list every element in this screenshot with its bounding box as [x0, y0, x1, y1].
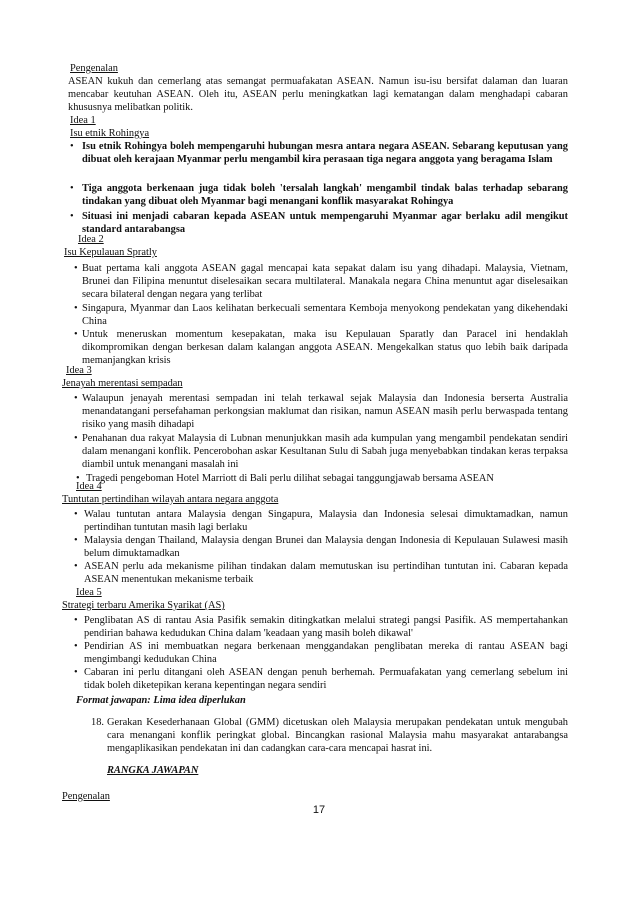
idea-2-label: Idea 2 — [78, 234, 104, 245]
page-number: 17 — [312, 804, 326, 816]
question-text: Gerakan Kesederhanaan Global (GMM) dicetuskan oleh Malaysia merupakan pendekatan untuk mengubah cara menangani konflik peringkat global. Bincangkan rasional Malaysia mahu masyarakat antarabangsa mengaplikasikan pendekatan ini dan cadangkan cara-cara mencapai hasrat ini. — [107, 717, 568, 754]
idea-5-point-1: Penglibatan AS di rantau Asia Pasifik semakin ditingkatkan melalui strategi pangsi Pasifik. AS mempertahankan pendirian bahawa kedudukan China dalam 'keadaan yang masih boleh dikawal' — [84, 615, 568, 639]
bullet-icon: • — [70, 183, 74, 194]
rangka-jawapan-heading: RANGKA JAWAPAN — [107, 765, 199, 776]
bullet-icon: • — [74, 535, 78, 546]
idea-5-point-3: Cabaran ini perlu ditangani oleh ASEAN dengan penuh berhemah. Permuafakatan yang cemerlang sebelum ini tidak boleh diketepikan kerana kepentingan negara sendiri — [84, 667, 568, 691]
pengenalan-bottom-heading: Pengenalan — [62, 791, 110, 802]
idea-2-point-2: Singapura, Myanmar dan Laos kelihatan berkecuali sementara Kemboja menyokong pendekatan yang dikehendaki China — [82, 303, 568, 327]
bullet-icon: • — [74, 561, 78, 572]
idea-1-point-3: Situasi ini menjadi cabaran kepada ASEAN untuk mempengaruhi Myanmar agar berlaku adil mengikut standard antarabangsa — [82, 211, 568, 235]
bullet-icon: • — [74, 667, 78, 678]
question-number: 18. — [91, 717, 104, 728]
idea-3-point-3: Tragedi pengeboman Hotel Marriott di Bali perlu dilihat sebagai tanggungjawab bersama ASEAN — [86, 473, 494, 484]
idea-2-point-1: Buat pertama kali anggota ASEAN gagal mencapai kata sepakat dalam isu yang dihadapi. Malaysia, Vietnam, Brunei dan Filipina menuntut diselesaikan secara multilateral. Manakala negara China menuntut agar diselesaikan secara bilateral dengan negara yang terlibat — [82, 263, 568, 300]
idea-4-title: Tuntutan pertindihan wilayah antara negara anggota — [62, 494, 279, 505]
idea-3-label: Idea 3 — [66, 365, 92, 376]
idea-3-point-1: Walaupun jenayah merentasi sempadan ini telah terkawal sejak Malaysia dan Indonesia berserta Australia menandatangani persefahaman perkongsian maklumat dan risikan, namun ASEAN masih perlu berwaspada tentang risiko yang masih dihadapi — [82, 393, 568, 430]
bullet-icon: • — [74, 641, 78, 652]
idea-2-title: Isu Kepulauan Spratly — [64, 247, 157, 258]
bullet-icon: • — [74, 509, 78, 520]
bullet-icon: • — [74, 393, 78, 404]
bullet-icon: • — [74, 615, 78, 626]
intro-paragraph: ASEAN kukuh dan cemerlang atas semangat permuafakatan ASEAN. Namun isu-isu bersifat dalaman dan luaran mencabar keutuhan ASEAN. Oleh itu, ASEAN perlu meningkatkan lagi kematangan dalam menghadapi cabaran khususnya melibatkan politik. — [68, 76, 568, 113]
idea-3-point-2: Penahanan dua rakyat Malaysia di Lubnan menunjukkan masih ada kumpulan yang mengambil pendekatan sendiri dalam menangani konflik. Pencerobohan askar Kesultanan Sulu di Sabah juga menyebabkan tindakan keras terpaksa diambil untuk menangani masalah ini — [82, 433, 568, 470]
bullet-icon: • — [70, 211, 74, 222]
idea-4-point-1: Walau tuntutan antara Malaysia dengan Singapura, Malaysia dan Indonesia selesai dimuktamadkan, namun pertindihan tuntutan masih lagi berlaku — [84, 509, 568, 533]
idea-1-point-2: Tiga anggota berkenaan juga tidak boleh 'tersalah langkah' mengambil tindak balas terhadap sebarang tindakan yang dibuat oleh Myanmar bagi menangani konflik masyarakat Rohingya — [82, 183, 568, 207]
bullet-icon: • — [74, 433, 78, 444]
idea-3-title: Jenayah merentasi sempadan — [62, 378, 183, 389]
idea-5-title: Strategi terbaru Amerika Syarikat (AS) — [62, 600, 225, 611]
pengenalan-heading: Pengenalan — [70, 63, 118, 74]
idea-1-title: Isu etnik Rohingya — [70, 128, 150, 139]
bullet-icon: • — [74, 303, 78, 314]
idea-5-label: Idea 5 — [76, 587, 102, 598]
idea-2-point-3: Untuk meneruskan momentum kesepakatan, maka isu Kepulauan Sparatly dan Paracel ini hendaklah dikompromikan dengan berkesan dalam kalangan anggota ASEAN. Mengekalkan status quo lebih baik daripada memanjangkan krisis — [82, 329, 568, 366]
bullet-icon: • — [70, 141, 74, 152]
bullet-icon: • — [74, 329, 78, 340]
idea-1-label: Idea 1 — [70, 115, 96, 126]
idea-4-point-2: Malaysia dengan Thailand, Malaysia dengan Brunei dan Malaysia dengan Indonesia di Kepulauan Sulawesi masih belum dimuktamadkan — [84, 535, 568, 559]
idea-1-point-1: Isu etnik Rohingya boleh mempengaruhi hubungan mesra antara negara ASEAN. Sebarang keputusan yang dibuat oleh kerajaan Myanmar perlu mengambil kira perasaan tiga negara anggota yang beragama Islam — [82, 141, 568, 165]
bullet-icon: • — [74, 263, 78, 274]
idea-4-label: Idea 4 — [76, 481, 102, 492]
format-note: Format jawapan: Lima idea diperlukan — [76, 695, 246, 706]
bullet-icon: • — [76, 473, 80, 484]
idea-4-point-3: ASEAN perlu ada mekanisme pilihan tindakan dalam memutuskan isu pertindihan tuntutan ini. Cabaran kepada ASEAN menentukan mekanisme terbaik — [84, 561, 568, 585]
idea-5-point-2: Pendirian AS ini membuatkan negara berkenaan menggandakan penglibatan mereka di rantau ASEAN bagi mengimbangi kedudukan China — [84, 641, 568, 665]
